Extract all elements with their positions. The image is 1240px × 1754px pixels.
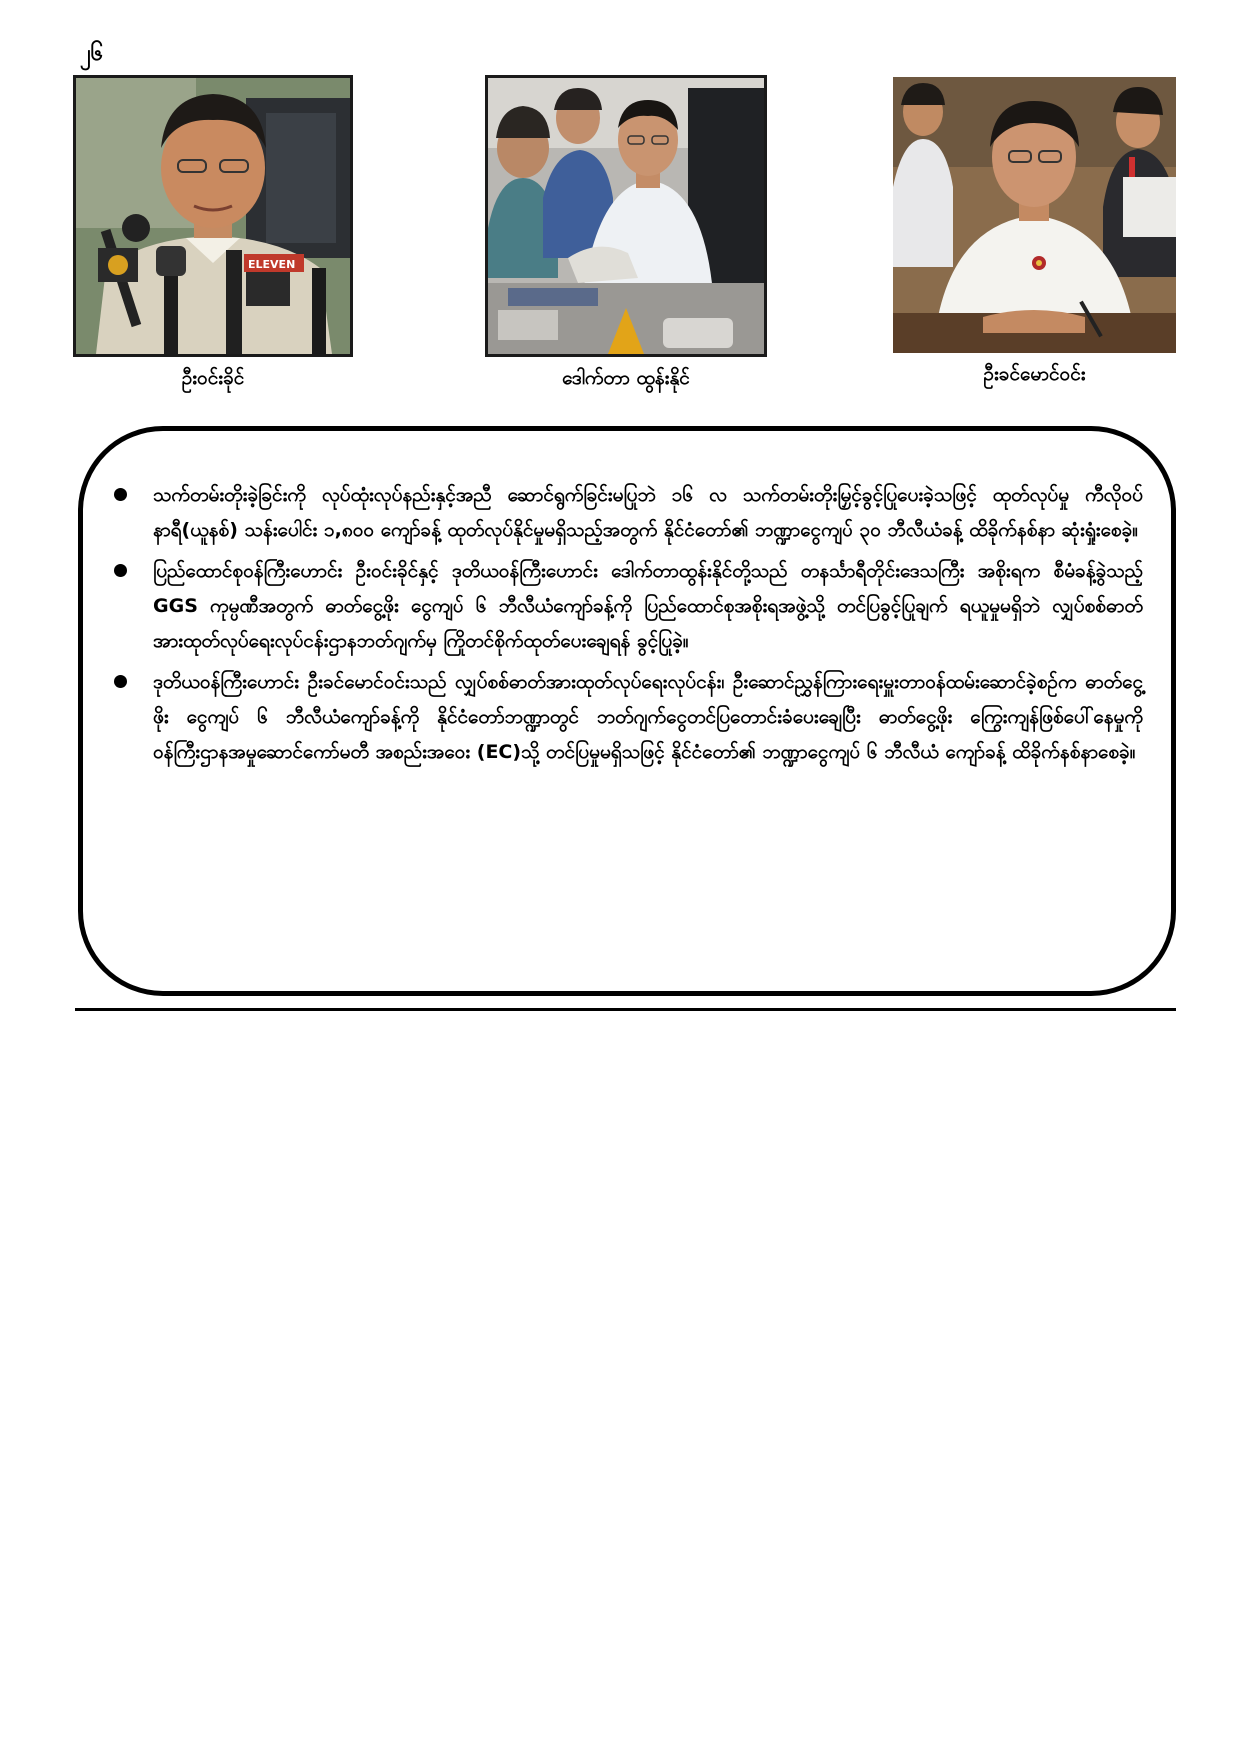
photo-caption: ဦးခင်မောင်ဝင်း xyxy=(983,363,1086,385)
photo-caption: ဦးဝင်းခိုင် xyxy=(181,367,245,389)
bullet-icon xyxy=(114,564,127,577)
photo-meeting-officials xyxy=(485,75,767,357)
list-item xyxy=(108,478,1143,548)
page-number: ၂၆ xyxy=(80,41,104,66)
eleven-logo-text: ELEVEN xyxy=(248,258,296,271)
list-item-text: သက်တမ်းတိုးခဲ့ခြင်းကို လုပ်ထုံးလုပ်နည်းနှင့်အညီ ဆောင်ရွက်ခြင်းမပြုဘဲ ၁၆ လ သက်တမ်းတိုးမြှင့်ခွင့်ပြုပေးခဲ့သဖြင့် ထုတ်လုပ်မှု ကီလိုဝပ်နာရီ(ယူနစ်) သန်းပေါင်း ၁,၈၀၀ ကျော်ခန့် ထုတ်လုပ်နိုင်မှုမရှိသည့်အတွက် နိုင်ငံတော်၏ ဘဏ္ဍာငွေကျပ် ၃၀ ဘီလီယံခန့် ထိခိုက်နစ်နာ ဆုံးရှုံးစေခဲ့။ xyxy=(153,484,1143,541)
bullet-icon xyxy=(114,675,127,688)
bullet-list xyxy=(108,478,1143,776)
bullet-icon xyxy=(114,488,127,501)
photo-caption: ဒေါက်တာ ထွန်းနိုင် xyxy=(562,367,690,389)
list-item-text: ပြည်ထောင်စုဝန်ကြီးဟောင်း ဦးဝင်းခိုင်နှင့် ဒုတိယဝန်ကြီးဟောင်း ဒေါက်တာထွန်းနိုင်တို့သည် တနင်္သာရီတိုင်းဒေသကြီး အစိုးရက စီမံခန့်ခွဲသည့် GGS ကုမ္ပဏီအတွက် ဓာတ်ငွေ့ဖိုး ငွေကျပ် ၆ ဘီလီယံကျော်ခန့်ကို ပြည်ထောင်စုအစိုးရအဖွဲ့သို့ တင်ပြခွင့်ပြုချက် ရယူမှုမရှိဘဲ လျှပ်စစ်ဓာတ်အားထုတ်လုပ်ရေးလုပ်ငန်းဌာနဘတ်ဂျက်မှ ကြိုတင်စိုက်ထုတ်ပေးချေရန် ခွင့်ပြုခဲ့။ xyxy=(153,560,1143,652)
list-item xyxy=(108,554,1143,659)
photo-official-seated xyxy=(893,77,1176,353)
photo-speaker-press-conference xyxy=(73,75,353,357)
list-item-text: ဒုတိယဝန်ကြီးဟောင်း ဦးခင်မောင်ဝင်းသည် လျှပ်စစ်ဓာတ်အားထုတ်လုပ်ရေးလုပ်ငန်း၊ ဦးဆောင်ညွှန်ကြားရေးမှူးတာဝန်ထမ်းဆောင်ခဲ့စဉ်က ဓာတ်ငွေ့ဖိုး ငွေကျပ် ၆ ဘီလီယံကျော်ခန့်ကို နိုင်ငံတော်ဘဏ္ဍာတွင် ဘတ်ဂျက်ငွေတင်ပြတောင်းခံပေးချေပြီး ဓာတ်ငွေ့ဖိုး ကြွေးကျန်ဖြစ်ပေါ်နေမှုကို ဝန်ကြီးဌာနအမှုဆောင်ကော်မတီ အစည်းအဝေး (EC)သို့ တင်ပြမှုမရှိသဖြင့် နိုင်ငံတော်၏ ဘဏ္ဍာငွေကျပ် ၆ ဘီလီယံ ကျော်ခန့် ထိခိုက်နစ်နာစေခဲ့။ xyxy=(153,671,1143,763)
list-item xyxy=(108,665,1143,770)
horizontal-divider xyxy=(75,1008,1176,1011)
